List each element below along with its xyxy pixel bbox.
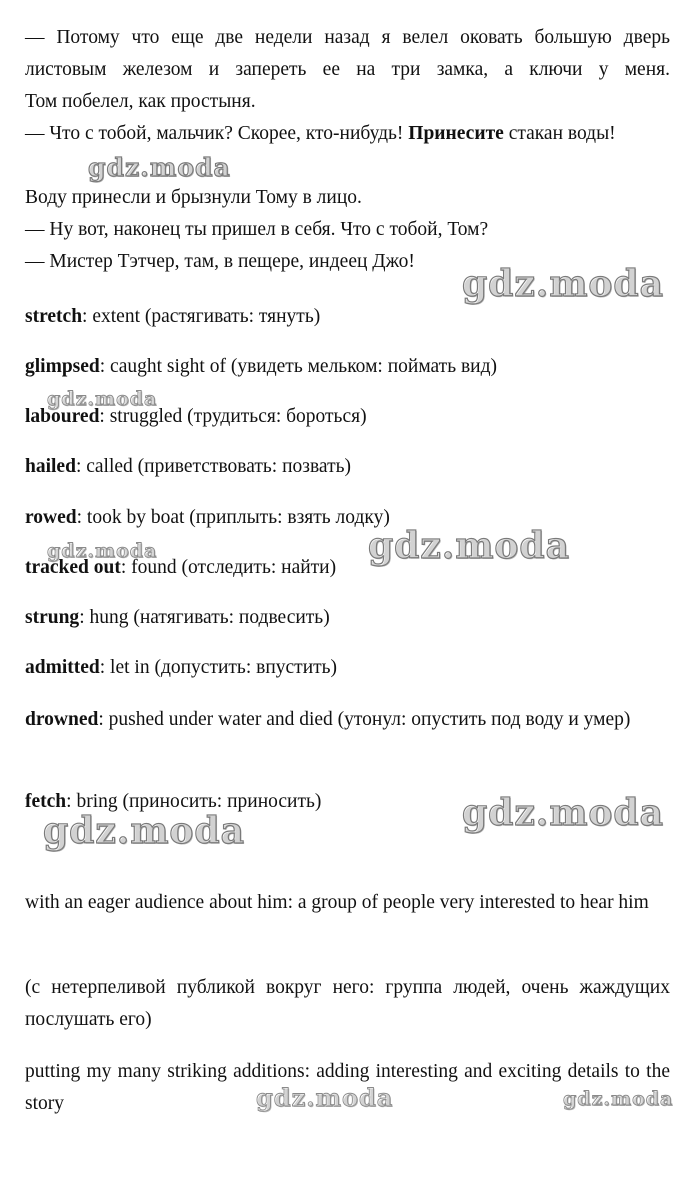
dialogue-line bbox=[25, 118, 670, 150]
vocab-entry bbox=[25, 704, 670, 736]
vocab-definition: : bring (приносить: приносить) bbox=[66, 791, 322, 812]
dialogue-line: Воду принесли и брызнули Тому в лицо. bbox=[25, 187, 362, 208]
dialogue-text: — Что с тобой, мальчик? Скорее, кто-нибудь! bbox=[25, 123, 409, 144]
vocab-definition: : let in (допустить: впустить) bbox=[99, 657, 338, 678]
watermark: gdz.moda bbox=[462, 263, 664, 305]
vocab-definition: : called (приветствовать: позвать) bbox=[75, 456, 351, 477]
vocab-term: fetch bbox=[25, 791, 67, 812]
dialogue-line: Том побелел, как простыня. bbox=[25, 91, 256, 112]
watermark: gdz.moda bbox=[256, 1083, 394, 1112]
phrase-translation: (с нетерпеливой публикой вокруг него: группа людей, очень жаждущих послушать его) bbox=[25, 977, 670, 1030]
dialogue-bold-word: Принесите bbox=[408, 123, 504, 144]
vocab-term: hailed bbox=[25, 456, 76, 477]
vocab-definition: : hung (натягивать: подвесить) bbox=[79, 607, 330, 628]
dialogue-text: стакан воды! bbox=[503, 123, 616, 144]
watermark: gdz.moda bbox=[563, 1088, 674, 1110]
vocab-term: rowed bbox=[25, 507, 77, 528]
vocab-term: laboured bbox=[25, 406, 100, 427]
watermark: gdz.moda bbox=[368, 525, 570, 567]
vocab-term: tracked out bbox=[25, 557, 121, 578]
vocab-entry bbox=[25, 786, 670, 818]
vocab-term: admitted bbox=[25, 657, 100, 678]
watermark: gdz.moda bbox=[462, 792, 664, 834]
vocab-entry bbox=[25, 401, 670, 433]
dialogue-line: — Мистер Тэтчер, там, в пещере, индеец Джо! bbox=[25, 251, 415, 272]
vocab-entry bbox=[25, 602, 670, 634]
dialogue-line: — Ну вот, наконец ты пришел в себя. Что с тобой, Том? bbox=[25, 219, 489, 240]
vocab-entry bbox=[25, 451, 670, 483]
vocab-definition: : took by boat (приплыть: взять лодку) bbox=[76, 507, 390, 528]
watermark: gdz.moda bbox=[88, 153, 231, 182]
vocab-definition: : caught sight of (увидеть мельком: поймать вид) bbox=[99, 356, 498, 377]
vocab-entry bbox=[25, 301, 670, 333]
vocab-definition: : extent (растягивать: тянуть) bbox=[82, 306, 321, 327]
watermark: gdz.moda bbox=[43, 810, 245, 852]
phrase-entry: putting my many striking additions: adding interesting and exciting details to the story bbox=[25, 1061, 670, 1114]
phrase-entry: with an eager audience about him: a group of people very interested to hear him bbox=[25, 892, 649, 913]
vocab-entry bbox=[25, 652, 670, 684]
watermark: gdz.moda bbox=[47, 540, 158, 562]
vocab-term: drowned bbox=[25, 709, 99, 730]
vocab-entry bbox=[25, 351, 670, 383]
vocab-term: glimpsed bbox=[25, 356, 100, 377]
watermark: gdz.moda bbox=[47, 388, 158, 410]
vocab-entry bbox=[25, 552, 670, 584]
vocab-term: strung bbox=[25, 607, 80, 628]
vocab-entry bbox=[25, 502, 670, 534]
vocab-term: stretch bbox=[25, 306, 83, 327]
vocab-definition: : found (отследить: найти) bbox=[120, 557, 337, 578]
vocab-definition: : pushed under water and died (утонул: опустить под воду и умер) bbox=[98, 709, 631, 730]
vocab-definition: : struggled (трудиться: бороться) bbox=[99, 406, 367, 427]
dialogue-line: — Потому что еще две недели назад я велел оковать большую дверь листовым железом и запереть ее на три замка, а ключи у меня. bbox=[25, 27, 670, 80]
